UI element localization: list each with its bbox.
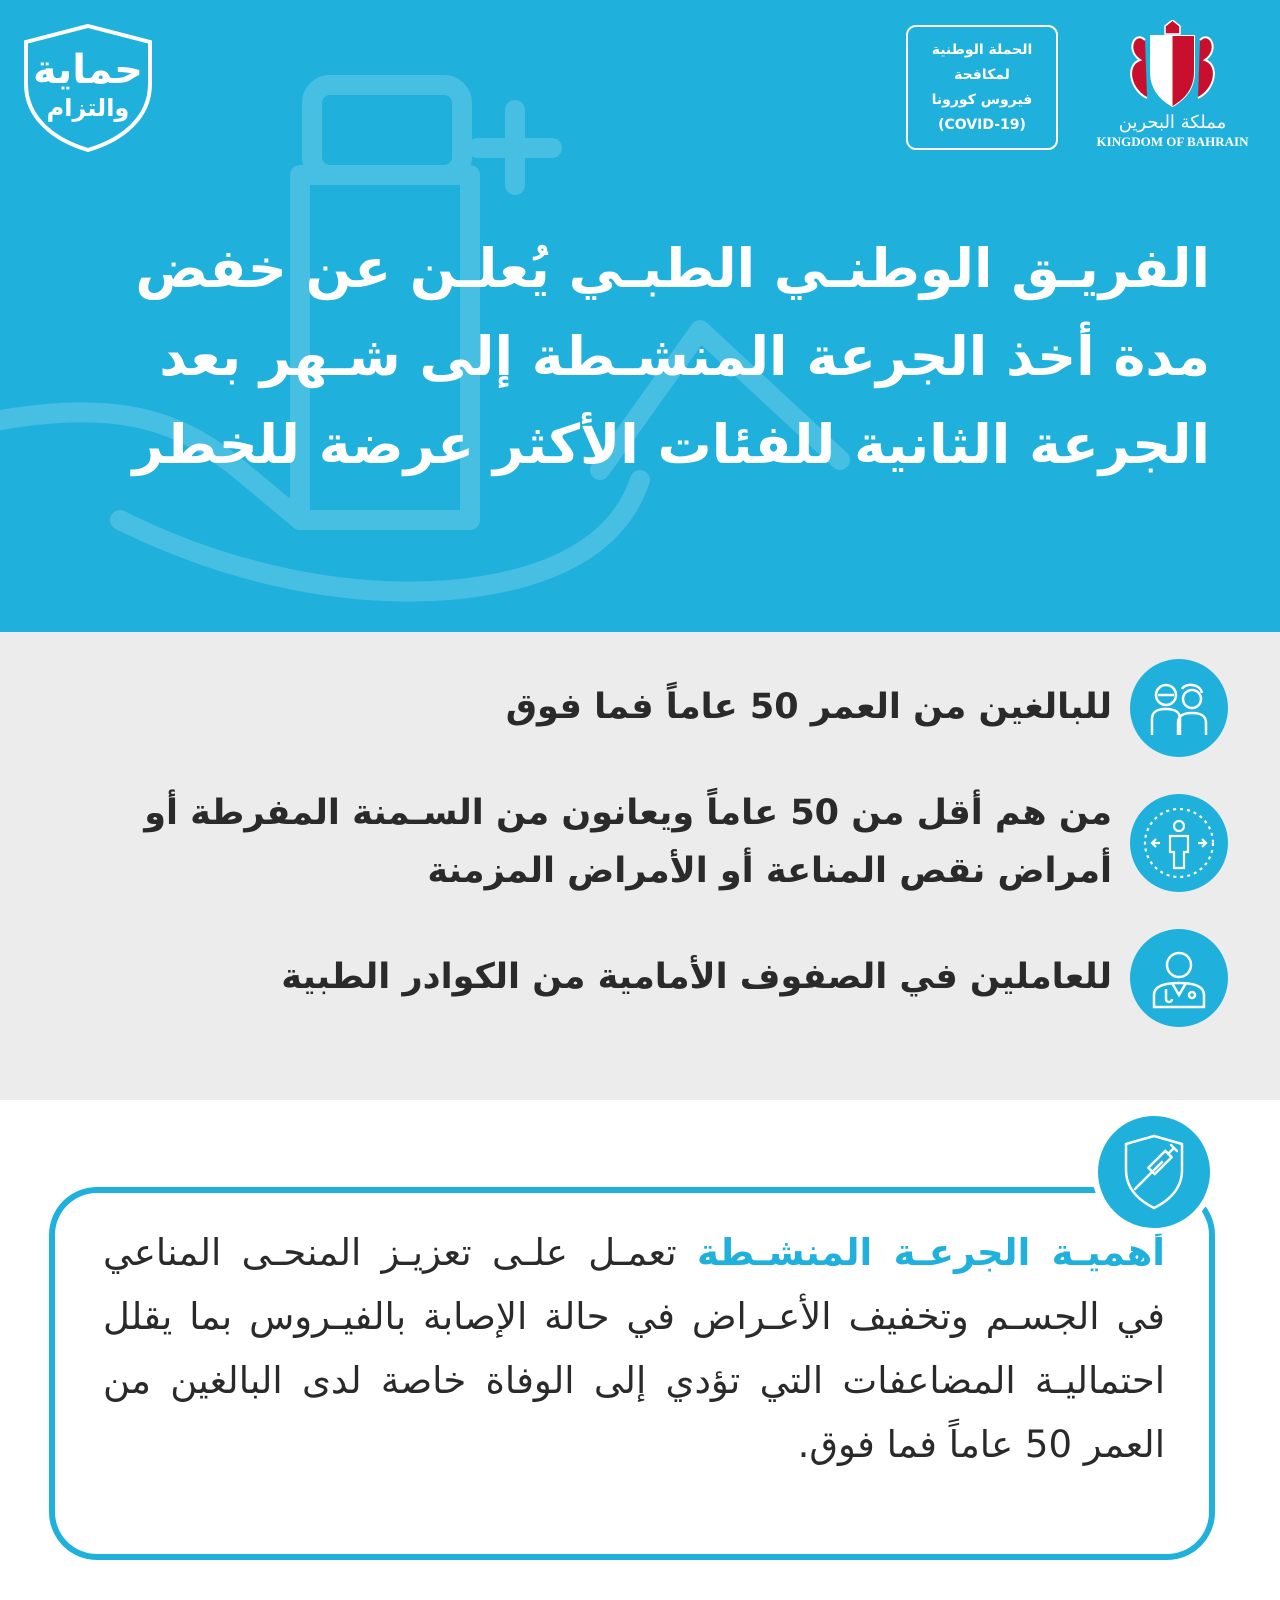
headline-line: مدة أخذ الجرعة المنشـطة إلى شـهر بعد (159, 325, 1210, 388)
campaign-line: فيروس كورونا (931, 91, 1033, 108)
shield-syringe-icon (1092, 1110, 1216, 1234)
page-headline (70, 225, 1210, 489)
group-label-frontline-medical: للعاملين في الصفوف الأمامية من الكوادر الطبية (281, 957, 1112, 997)
campaign-line: لمكافحة (954, 66, 1010, 83)
doctor-icon (1130, 929, 1228, 1027)
group-label-adults-50: للبالغين من العمر 50 عاماً فما فوق (505, 687, 1112, 727)
booster-importance-text (103, 1221, 1165, 1477)
kingdom-name-english: KINGDOM OF BAHRAIN (1096, 134, 1249, 149)
kingdom-name-arabic: مملكة البحرين (1118, 112, 1227, 133)
campaign-line: الحملة الوطنية (931, 41, 1033, 58)
booster-importance-highlight: أهميـة الجرعـة المنشـطة (696, 1231, 1165, 1274)
himaya-logo-line1: حماية (33, 47, 143, 93)
national-campaign-box (906, 25, 1058, 150)
group-label-obesity-chronic: من هم أقل من 50 عاماً ويعانون من السـمنة المفرطة أو أمراض نقص المناعة أو الأمراض المزمنة (144, 793, 1112, 891)
himaya-logo-line2: والتزام (46, 94, 130, 122)
header-banner (0, 0, 1280, 632)
kingdom-of-bahrain-logo (1085, 20, 1260, 155)
campaign-line: (COVID-19) (938, 116, 1026, 133)
coat-of-arms-icon (1085, 20, 1260, 112)
booster-importance-body: تعمـل علـى تعزيـز المنحـى المناعي في الجسـم وتخفيف الأعـراض في حالة الإصابة بالفيـروس بما يقلل احتماليـة المضاعفات التي تؤدي إلى الوفاة خاصة لدى البالغين من العمر 50 عاماً فما فوق. (103, 1231, 1165, 1466)
list-item (40, 782, 1240, 902)
list-item (40, 657, 1240, 757)
elderly-couple-icon (1130, 659, 1228, 757)
booster-importance-card (49, 1187, 1215, 1560)
body-measure-icon (1130, 794, 1228, 892)
headline-line: الجرعة الثانية للفئات الأكثر عرضة للخطر (132, 413, 1210, 476)
headline-line: الفريـق الوطنـي الطبـي يُعلـن عن خفض (135, 237, 1210, 300)
eligible-groups-list (0, 632, 1280, 1100)
list-item (40, 927, 1240, 1027)
himaya-campaign-logo (18, 22, 158, 154)
